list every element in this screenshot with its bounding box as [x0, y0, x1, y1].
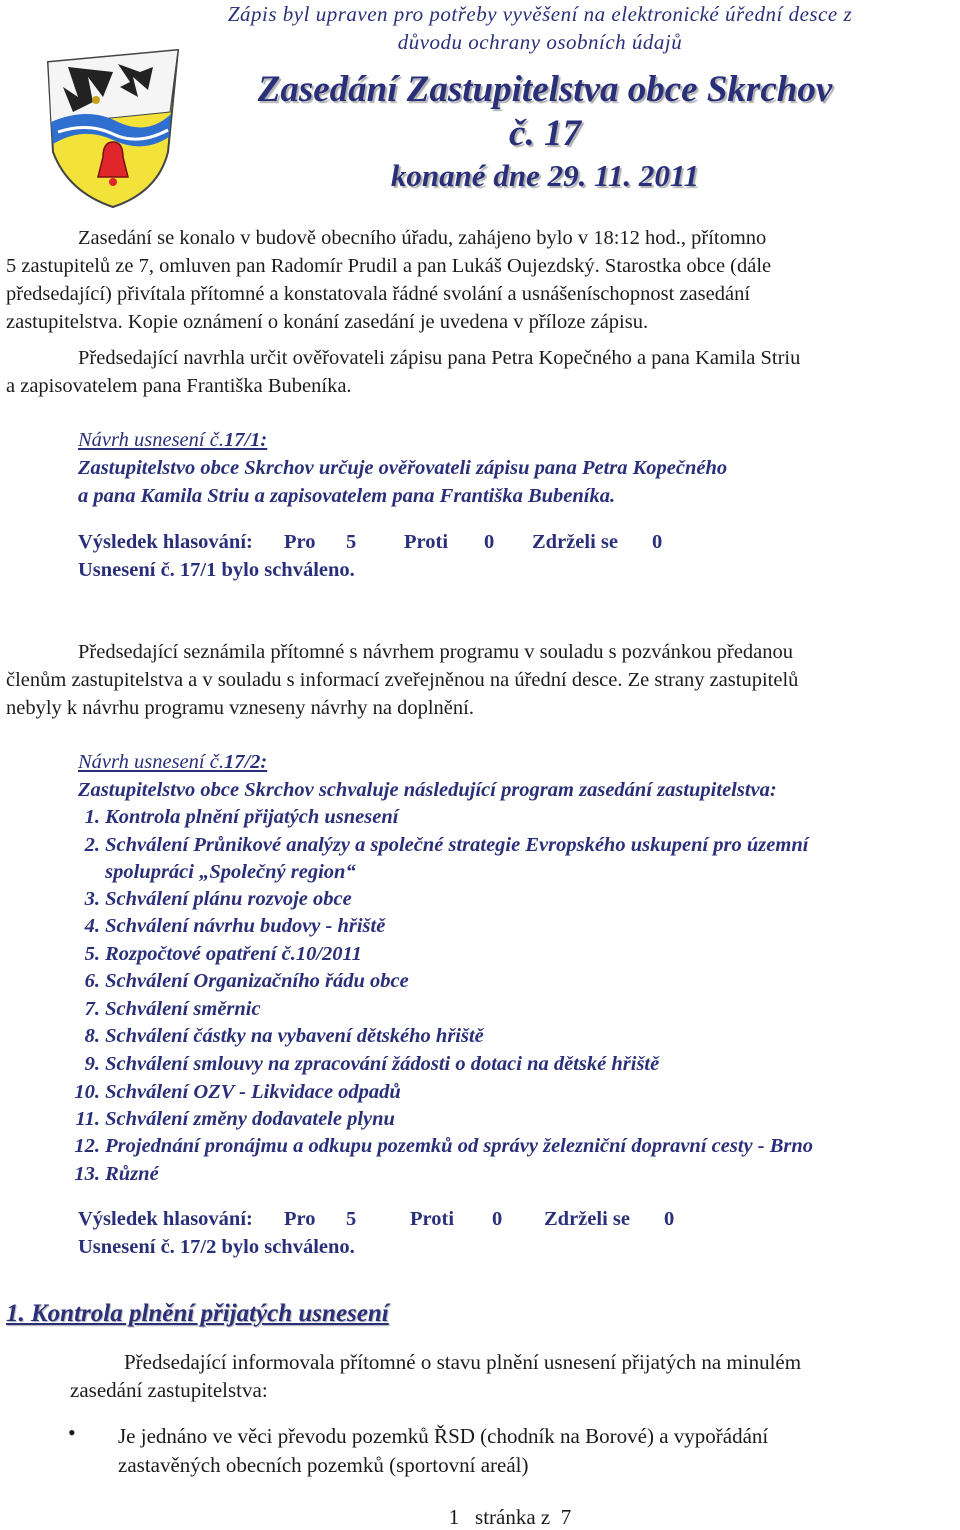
agenda-item: 1. Kontrola plnění přijatých usnesení	[84, 806, 399, 828]
agenda-item: 13. Různé	[74, 1163, 159, 1185]
resolution-2-result: Usnesení č. 17/2 bylo schváleno.	[78, 1236, 355, 1258]
vote-abstain-count: 0	[664, 1208, 675, 1230]
resolution-heading-prefix: Návrh usnesení č.	[78, 751, 224, 773]
vote-pro-count: 5	[346, 1208, 357, 1230]
vote-result-1	[78, 531, 878, 559]
resolution-1	[78, 426, 948, 510]
bullet-line: zastavěných obecních pozemků (sportovní areál)	[118, 1453, 529, 1477]
section-1-paragraph	[70, 1348, 950, 1404]
vote-proti-label: Proti	[410, 1208, 455, 1230]
resolution-1-line: a pana Kamila Striu a zapisovatelem pana Františka Bubeníka.	[78, 485, 616, 507]
agenda-item: 5. Rozpočtové opatření č.10/2011	[84, 943, 362, 965]
program-intro-paragraph	[6, 638, 960, 722]
program-intro-line: Předsedající seznámila přítomné s návrhem programu v souladu s pozvánkou předanou	[78, 641, 794, 663]
vote-proti-label: Proti	[404, 531, 449, 553]
vote-abstain-label: Zdrželi se	[532, 531, 618, 553]
agenda-item: 4. Schválení návrhu budovy - hřiště	[84, 915, 386, 937]
vote-result-2	[78, 1208, 878, 1236]
resolution-2	[78, 748, 948, 804]
vote-label: Výsledek hlasování:	[78, 1208, 253, 1230]
vote-abstain-count: 0	[652, 531, 663, 553]
vote-proti-count: 0	[492, 1208, 503, 1230]
page-number: 1	[448, 1505, 460, 1529]
resolution-1-result: Usnesení č. 17/1 bylo schváleno.	[78, 559, 355, 581]
agenda-item: 6. Schválení Organizačního řádu obce	[84, 970, 409, 992]
verifiers-paragraph	[6, 344, 956, 400]
notice-line-1: Zápis byl upraven pro potřeby vyvěšení na elektronické úřední desce z	[227, 2, 853, 26]
page-total: 7	[560, 1505, 572, 1529]
section-1-line: zasedání zastupitelstva:	[70, 1378, 268, 1402]
vote-proti-count: 0	[484, 531, 495, 553]
agenda-item: 8. Schválení částky na vybavení dětského hřiště	[84, 1025, 484, 1047]
agenda-item: 3. Schválení plánu rozvoje obce	[84, 888, 352, 910]
resolution-1-heading	[78, 426, 948, 454]
page-label: stránka z	[475, 1505, 551, 1529]
vote-abstain-label: Zdrželi se	[544, 1208, 630, 1230]
bullet-glyph: •	[68, 1420, 76, 1445]
agenda-item-continuation: spolupráci „Společný region“	[105, 861, 356, 883]
resolution-heading-number: 17/1:	[223, 429, 268, 451]
page-title: Zasedání Zastupitelstva obce Skrchov	[257, 69, 833, 110]
page-footer	[0, 1505, 960, 1530]
agenda-item: 10. Schválení OZV - Likvidace odpadů	[74, 1081, 401, 1103]
intro-line: Zasedání se konalo v budově obecního úřadu, zahájeno bylo v 18:12 hod., přítomno	[78, 227, 767, 249]
agenda-item: 9. Schválení smlouvy na zpracování žádosti o dotaci na dětské hřiště	[84, 1053, 660, 1075]
vote-pro-count: 5	[346, 531, 357, 553]
meeting-number: č. 17	[509, 113, 581, 154]
vote-label: Výsledek hlasování:	[78, 531, 253, 553]
agenda-item: 2. Schválení Průnikové analýzy a společné strategie Evropského uskupení pro územní	[84, 834, 809, 856]
agenda-item: 12. Projednání pronájmu a odkupu pozemků od správy železniční dopravní cesty - Brno	[74, 1135, 814, 1157]
notice-line-2: důvodu ochrany osobních údajů	[397, 30, 683, 54]
vote-pro-label: Pro	[284, 531, 316, 553]
resolution-2-lead: Zastupitelstvo obce Skrchov schvaluje následující program zasedání zastupitelstva:	[78, 779, 777, 801]
intro-line: předsedající) přivítala přítomné a konstatovala řádné svolání a usnášeníschopnost zasedání	[6, 283, 751, 305]
program-intro-line: nebyly k návrhu programu vzneseny návrhy na doplnění.	[6, 697, 474, 719]
resolution-2-heading	[78, 748, 948, 776]
agenda-item: 11. Schválení změny dodavatele plynu	[75, 1108, 395, 1130]
bullet-line: Je jednáno ve věci převodu pozemků ŘSD (chodník na Borové) a vypořádání	[118, 1424, 769, 1448]
section-1-line: Předsedající informovala přítomné o stavu plnění usnesení přijatých na minulém	[124, 1350, 802, 1374]
intro-paragraph	[6, 224, 956, 336]
publication-notice	[120, 0, 960, 56]
agenda-item: 7. Schválení směrnic	[84, 998, 261, 1020]
intro-line: zastupitelstva. Kopie oznámení o konání zasedání je uvedena v příloze zápisu.	[6, 311, 649, 333]
verifiers-line: Předsedající navrhla určit ověřovateli zápisu pana Petra Kopečného a pana Kamila Striu	[78, 347, 801, 369]
resolution-heading-number: 17/2:	[223, 751, 268, 773]
meeting-date: konané dne 29. 11. 2011	[390, 158, 700, 193]
verifiers-line: a zapisovatelem pana Františka Bubeníka.	[6, 375, 352, 397]
intro-line: 5 zastupitelů ze 7, omluven pan Radomír Prudil a pan Lukáš Oujezdský. Starostka obce (dále	[6, 255, 772, 277]
program-intro-line: členům zastupitelstva a v souladu s informací zveřejněnou na úřední desce. Ze strany zastupitelů	[6, 669, 799, 691]
vote-pro-label: Pro	[284, 1208, 316, 1230]
resolution-heading-prefix: Návrh usnesení č.	[78, 429, 224, 451]
section-heading: 1. Kontrola plnění přijatých usnesení	[6, 1300, 389, 1327]
resolution-1-line: Zastupitelstvo obce Skrchov určuje ověřovateli zápisu pana Petra Kopečného	[78, 457, 728, 479]
